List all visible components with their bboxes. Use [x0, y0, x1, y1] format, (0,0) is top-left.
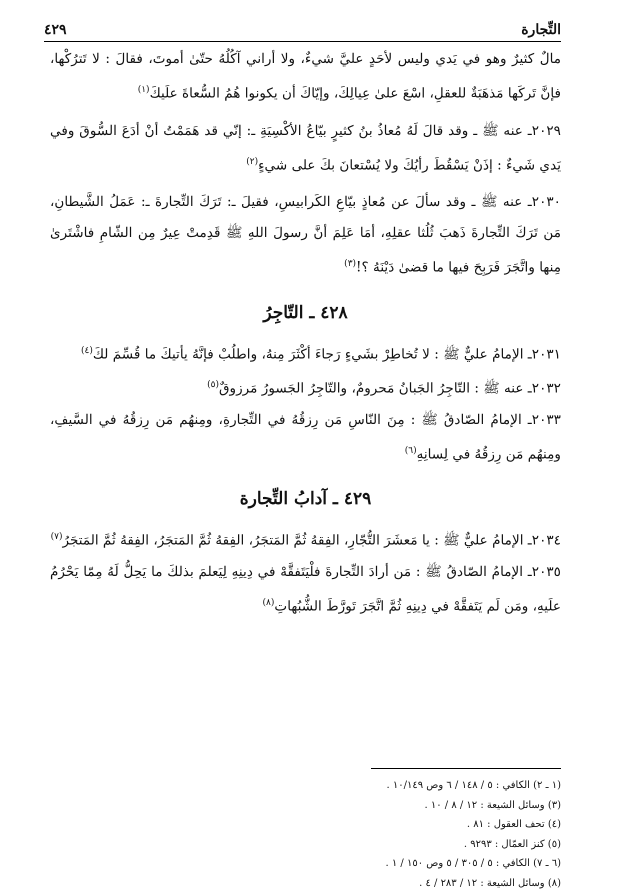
paragraph: ٢٠٣٤ـ الإمامُ عليٌّ ﷺ : يا مَعشَرَ التُّجّارِ، الفِقهُ ثُمَّ المَتجَرُ، الفِقهُ ثُمَّ المَتجَرُ، الفِقهُ ثُمَّ المَتجَرُ$^{(٧)}$ — [50, 522, 561, 557]
paragraph: ٢٠٣٣ـ الإمامُ الصّادقُ ﷺ : مِنَ النّاسِ مَن رِزقُهُ في التِّجارةِ، ومِنهُم مَن رِزقُهُ في السَّيفِ، ومِنهُم مَن رِزقُهُ في لِسانِهِ$^{(٦)}$ — [50, 405, 561, 471]
footnote-ref: (٤) — [81, 346, 93, 356]
footnote: (١ ـ ٢) الكافي : ٥ / ١٤٨ / ٦ وص ١٠/١٤٩ . — [50, 776, 561, 796]
footnote-ref: (٦) — [405, 446, 417, 456]
footnote-ref: (٢) — [246, 157, 258, 167]
footnote-ref: (٥) — [207, 380, 219, 390]
section-heading: ٤٢٩ ـ آدابُ التِّجارة — [50, 486, 561, 512]
footnote-ref: (٨) — [263, 598, 275, 608]
footnote-ref: (٣) — [344, 259, 356, 269]
footnote: (٤) تحف العقول : ٨١ . — [50, 815, 561, 835]
section-heading: ٤٢٨ ـ التّاجِرُ — [50, 300, 561, 326]
footnote-ref: (١) — [138, 85, 150, 95]
page-body — [50, 44, 561, 622]
footnote: (٦ ـ ٧) الكافي : ٥ / ٣٠٥ / ٥ وص ١٥٠ / ١ . — [50, 854, 561, 874]
footnote: (٣) وسائل الشيعة : ١٢ / ٨ / ١٠ . — [50, 796, 561, 816]
paragraph: مالٌ كثيرٌ وهو في يَدي وليس لأحَدٍ عليَّ شيءٌ، ولا أراني آكُلُهُ حتّىٰ أموتَ، فقالَ : لا تَترُكْها، فإنَّ تَركَها مَذهَبَةٌ للعقلِ، اسْعَ علىٰ عِيالِكَ، وإيّاكَ أن يكونوا هُمُ السُّعاةَ علَيكَ$^{(١)}$ — [50, 44, 561, 110]
paragraph: ٢٠٣١ـ الإمامُ عليٌّ ﷺ : لا تُخاطِرْ بشَيءٍ رَجاءَ أكْثَرَ مِنهُ، واطلُبْ فإنَّهُ يأتيكَ ما قُسِّمَ لكَ$^{(٤)}$ — [50, 336, 561, 371]
footnotes — [50, 776, 561, 893]
paragraph: ٢٠٢٩ـ عنه ﷺ ـ وقد قالَ لَهُ مُعاذُ بنُ كثيرٍ بيّاعُ الأكْسِيَةِ ـ: إنّي قد هَمَمْتُ أنْ أدَعَ السُّوقَ وفي يَدي شَيءٌ : إذَنْ يَسْقُطَ رأيُكَ ولا يُسْتعانَ بكَ على شيءٍ$^{(٢)}$ — [50, 116, 561, 182]
paragraph: ٢٠٣٠ـ عنه ﷺ ـ وقد سألَ عن مُعاذٍ بيّاعِ الكَرابيسِ، فقيلَ ـ: تَرَكَ التِّجارةَ ـ: عَمَلُ الشَّيطانِ، مَن تَرَكَ التِّجارةَ ذَهبَ ثُلُثا عقلِهِ، أمَا عَلِمَ أنَّ رسولَ اللهِ ﷺ قَدِمتْ عِيرٌ مِن الشّامِ فاشْتَرىٰ مِنها واتَّجَرَ فَرَبِحَ فيها ما قضىٰ دَيْنَهُ ؟!$^{(٣)}$ — [50, 187, 561, 284]
footnote: (٨) وسائل الشيعة : ١٢ / ٢٨٣ / ٤ . — [50, 874, 561, 893]
page-number: ٤٢٩ — [44, 22, 67, 38]
footnote-divider — [371, 768, 561, 769]
paragraph: ٢٠٣٢ـ عنه ﷺ : التّاجِرُ الجَبانُ مَحرومٌ، والتّاجِرُ الجَسورُ مَرزوقٌ$^{(٥)}$ — [50, 370, 561, 405]
footnote-ref: (٧) — [51, 532, 63, 542]
footnote: (٥) كنز العمّال : ٩٢٩٣ . — [50, 835, 561, 855]
chapter-title: التِّجارة — [521, 22, 561, 38]
paragraph: ٢٠٣٥ـ الإمامُ الصّادقُ ﷺ : مَن أرادَ التِّجارةَ فلْيَتَفقَّهْ في دِينِهِ لِيَعلمَ بذلكَ ما يَحِلُّ لَهُ مِمّا يَحْرُمُ علَيهِ، ومَن لَم يَتَفقَّهْ في دِينِهِ ثُمَّ اتَّجَرَ تَورَّطَ الشُّبُهاتِ$^{(٨)}$ — [50, 557, 561, 623]
page-header — [44, 16, 561, 42]
